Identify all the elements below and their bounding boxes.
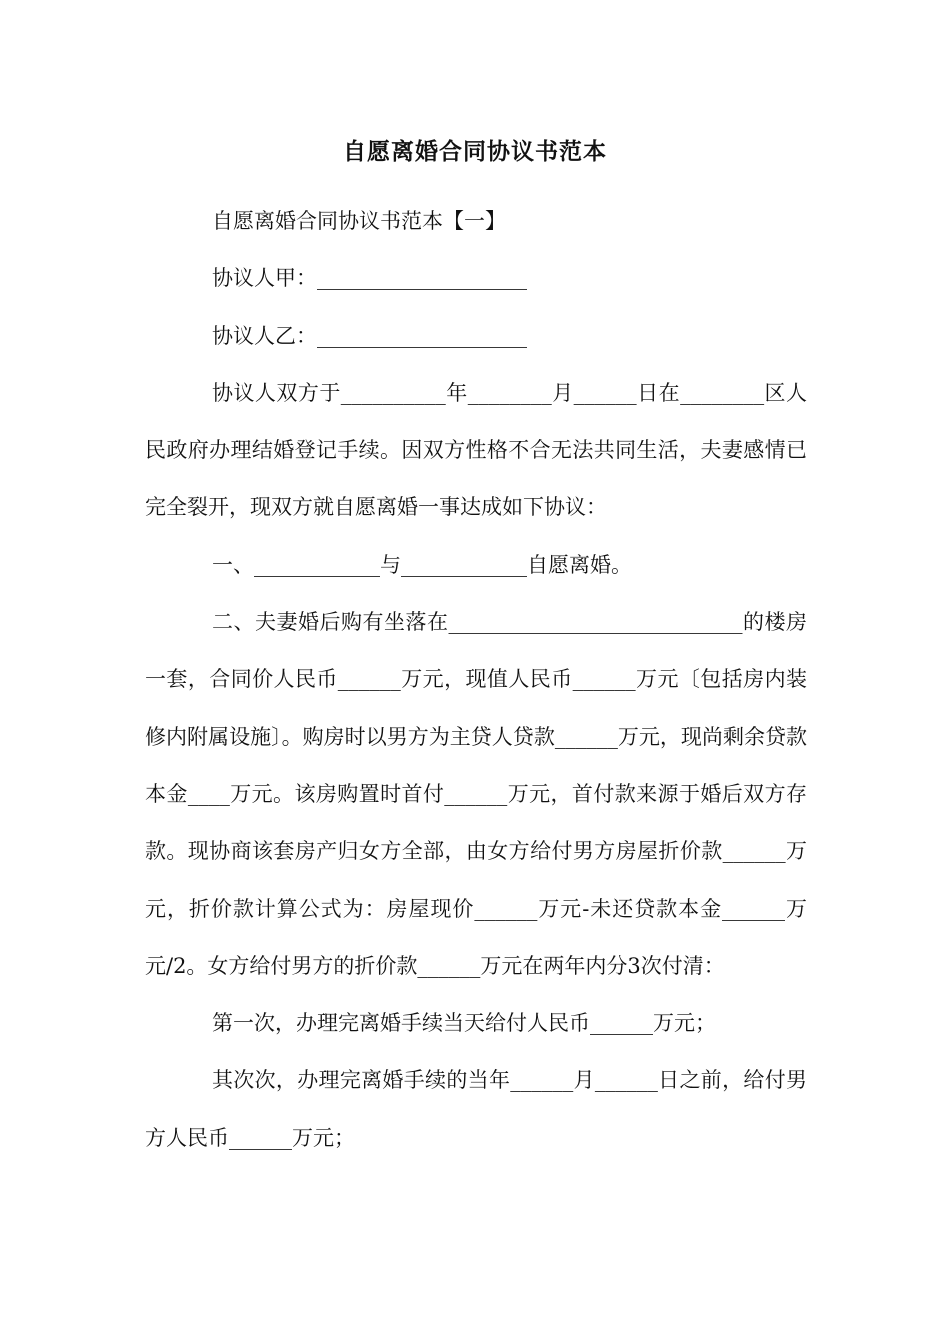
party-b-line: 协议人乙：____________________ <box>212 323 527 348</box>
marriage-registration-paragraph: 协议人双方于__________年________月______日在________区人民政府办理结婚登记手续。因双方性格不合无法共同生活，夫妻感情已完全裂开，现双方就自愿离婚一事达成如下协议： <box>145 380 807 520</box>
document-body <box>145 193 807 1167</box>
clause-two-property: 二、夫妻婚后购有坐落在____________________________的楼房一套，合同价人民币______万元，现值人民币______万元〔包括房内装修内附属设施〕。购房时以男方为主贷人贷款______万元，现尚剩余贷款本金____万元。该房购置时首付______万元，首付款来源于婚后双方存款。现协商该套房产归女方全部，由女方给付男方房屋折价款______万元，折价款计算公式为：房屋现价______万元-未还贷款本金______万元/2。女方给付男方的折价款______万元在两年内分3次付清： <box>145 610 807 978</box>
clause-one: 一、____________与____________自愿离婚。 <box>212 552 632 577</box>
first-payment: 第一次，办理完离婚手续当天给付人民币______万元； <box>212 1011 716 1036</box>
second-payment: 其次次，办理完离婚手续的当年______月______日之前，给付男方人民币______万元； <box>145 1068 807 1150</box>
document-title: 自愿离婚合同协议书范本 <box>343 138 607 165</box>
party-a-line: 协议人甲：____________________ <box>212 266 527 291</box>
section-heading: 自愿离婚合同协议书范本【一】 <box>212 209 506 233</box>
